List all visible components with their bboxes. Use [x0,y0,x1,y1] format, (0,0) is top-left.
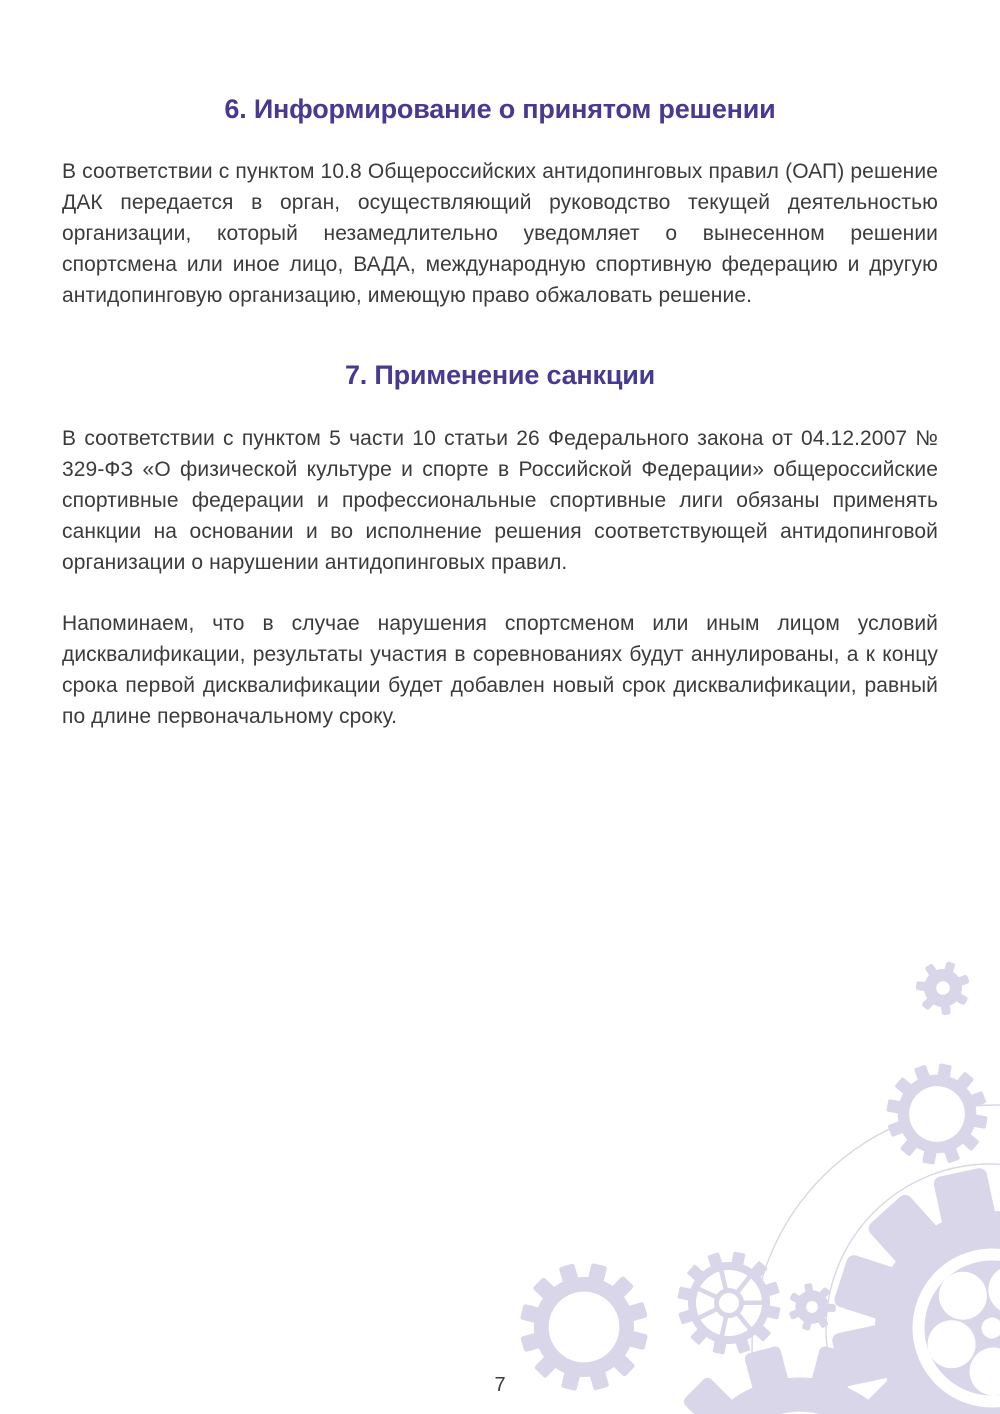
thin-arc-icon [752,1105,1000,1414]
gear-icon [803,1139,1000,1414]
section-6-heading: 6. Информирование о принятом решении [224,94,776,124]
gear-icon [879,1056,996,1173]
section-informing-decision [62,93,938,311]
section-7-paragraph-1: В соответствии с пунктом 5 части 10 статьи 26 Федерального закона от 04.12.2007 № 329-ФЗ «О физической культуре и спорте в Российской Федерации» общероссийские спортивные федерации и профессиональные спортивные лиги обязаны применять санкции на основании и во исполнение решения соответствующей антидопинговой организации о нарушении антидопинговых правил. [62,426,938,574]
section-sanction-application [62,359,938,731]
section-7-heading: 7. Применение санкции [344,360,656,391]
gear-icon [784,1279,840,1334]
document-content [62,0,938,732]
section-6-paragraph: В соответствии с пунктом 10.8 Общероссийских антидопинговых правил (ОАП) решение ДАК передается в орган, осуществляющий руководство текущей деятельностью организации, который незамедлительно уведомляет о вынесенном решении спортсмена или иное лицо, ВАДА, международную спортивную федерацию и другую антидопинговую организацию, имеющую право обжаловать решение. [62,160,938,308]
gear-icon [909,954,977,1022]
gear-icon [668,1242,790,1364]
section-7-paragraph-2: Напоминаем, что в случае нарушения спортсменом или иным лицом условий дисквалификации, результаты участия в соревнованиях будут аннулированы, а к концу срока первой дисквалификации будет добавлен новый срок дисквалификации, равный по длине первоначальному сроку. [62,611,938,728]
page-footer [0,1375,1000,1396]
page-number: 7 [494,1374,506,1396]
gear-icon [617,1311,982,1414]
